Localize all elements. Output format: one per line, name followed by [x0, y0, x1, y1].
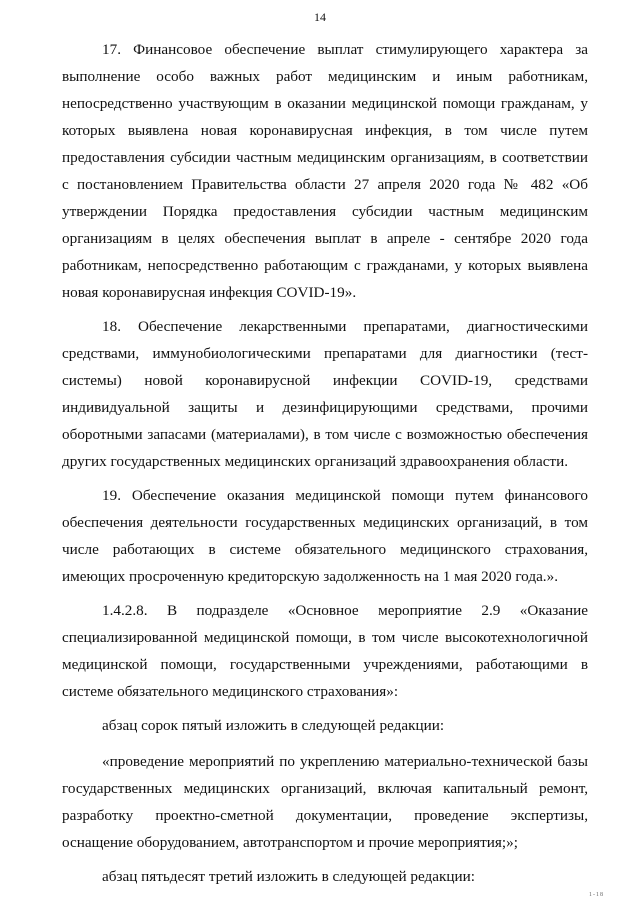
paragraph-amend-53: абзац пятьдесят третий изложить в следующей редакции: — [102, 868, 476, 885]
paragraph-amend-45-text: «проведение мероприятий по укреплению материально-технической базы государственных медицинских организаций, включая капитальный ремонт, разработку проектно-сметной документации, проведение экспертизы, оснащение оборудованием, автотранспортом и прочие мероприятия;»; — [62, 753, 588, 851]
paragraph-17: 17. Финансовое обеспечение выплат стимулирующего характера за выполнение особо важных работ медицинским и иным работникам, непосредственно участвующим в оказании медицинской помощи гражданам, у которых выявлена новая коронавирусная инфекция, в том числе путем предоставления субсидии частным медицинским организациям, в соответствии с постановлением Правительства области 27 апреля 2020 года № 482 «Об утверждении Порядка предоставления субсидии частным медицинским организациям в целях обеспечения выплат в апреле - сентябре 2020 года работникам, непосредственно работающим с гражданами, у которых выявлена новая коронавирусная инфекция COVID-19». — [62, 41, 588, 301]
paragraph-1-4-2-8: 1.4.2.8. В подразделе «Основное мероприятие 2.9 «Оказание специализированной медицинской помощи, в том числе высокотехнологичной медицинской помощи, государственными учреждениями, работающими в системе обязательного медицинского страхования»: — [62, 602, 588, 700]
paragraph-amend-45: абзац сорок пятый изложить в следующей редакции: — [102, 717, 445, 734]
page-number: 14 — [314, 10, 326, 24]
footer-mark: 1-18 — [589, 892, 604, 898]
document-body — [62, 36, 588, 899]
paragraph-19: 19. Обеспечение оказания медицинской помощи путем финансового обеспечения деятельности государственных медицинских организаций, в том числе работающих в системе обязательного медицинского страхования, имеющих просроченную кредиторскую задолженность на 1 мая 2020 года.». — [62, 487, 588, 585]
paragraph-18: 18. Обеспечение лекарственными препаратами, диагностическими средствами, иммунобиологическими препаратами для диагностики (тест-системы) новой коронавирусной инфекции COVID-19, средствами индивидуальной защиты и дезинфицирующими средствами, прочими оборотными запасами (материалами), в том числе с возможностью обеспечения других государственных медицинских организаций здравоохранения области. — [62, 318, 588, 470]
